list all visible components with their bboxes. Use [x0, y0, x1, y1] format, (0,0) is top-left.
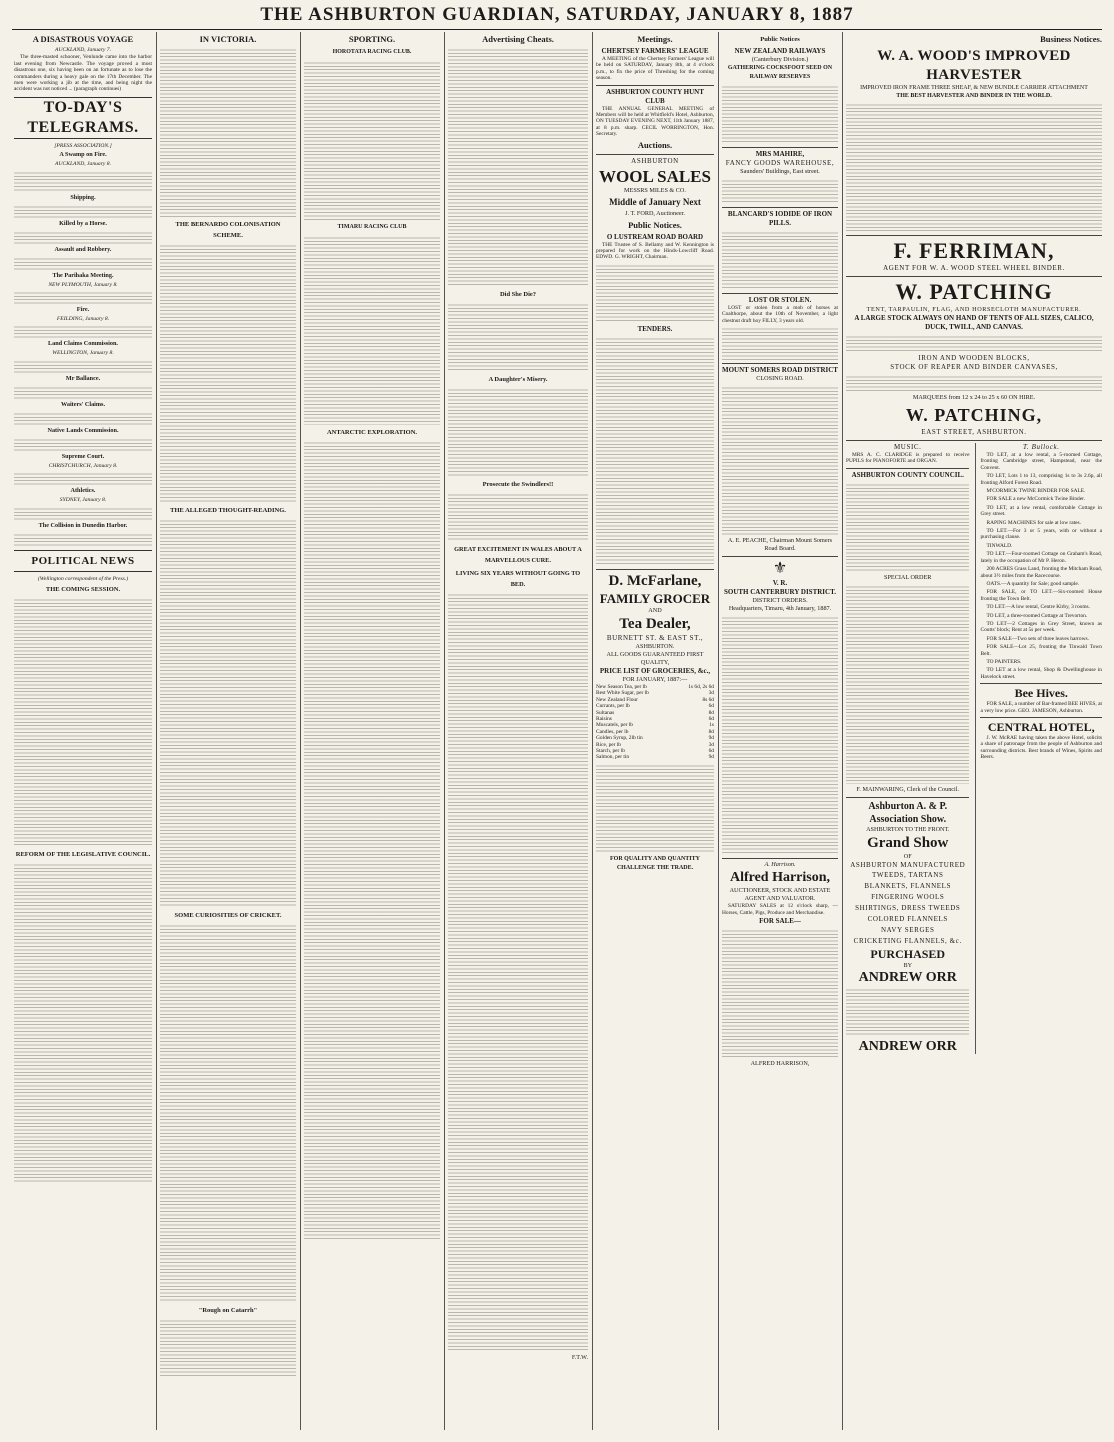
mahire-addr: Saunders' Buildings, East street. — [740, 168, 820, 175]
show-by: BY — [903, 961, 913, 969]
bullock-listing: TO LET, Lots 1 to 13, comprising 1s to 3s 2.6p, all fronting Alford Forest Road. — [980, 473, 1102, 486]
wool-agent: J. T. FORD, Auctioneer. — [625, 209, 685, 217]
bullock-listing: TO LET.—Four-roomed Cottage on Graham's Road, lately in the occupation of Mr P. Heron. — [980, 551, 1102, 564]
col-divider — [842, 32, 843, 1430]
show-good-item: CRICKETING FLANNELS, &c. — [853, 936, 962, 945]
show-good-item: COLORED FLANNELS — [867, 914, 948, 923]
col-divider — [718, 32, 719, 1430]
harrison-line: AUCTIONEER, STOCK AND ESTATE AGENT AND VALUATOR. — [729, 887, 831, 903]
thought-reading-text — [160, 518, 296, 908]
show-text — [846, 987, 969, 1037]
price-item: Starch, per lb — [596, 747, 625, 754]
price-item: Currants, per lb — [596, 703, 630, 710]
mcfarlane-close: FOR QUALITY AND QUANTITY CHALLENGE THE TRADE. — [610, 855, 700, 871]
column-6 — [722, 32, 838, 1430]
price-value: 1s — [709, 722, 714, 729]
telegram-title: The Parihaka Meeting. — [52, 271, 114, 279]
prosecute-text — [448, 492, 588, 542]
price-item: New Zealand Flour — [596, 696, 638, 703]
music-head: MUSIC. — [893, 443, 922, 451]
county-sub: SPECIAL ORDER — [884, 573, 932, 581]
signature: F.T.W. — [571, 1354, 588, 1361]
telegram-title: Fire. — [76, 306, 90, 314]
show-good-item: FINGERING WOOLS — [871, 892, 945, 901]
mcfarlane-town: ASHBURTON. — [635, 642, 675, 650]
telegram-dateline: AUCKLAND, January 8. — [55, 161, 111, 168]
victoria-text — [160, 47, 296, 217]
disaster-head: A DISASTROUS VOYAGE — [32, 34, 134, 44]
bullock-listing: FOR SALE—Two sets of three leaves harrows. — [986, 635, 1089, 642]
political-head: POLITICAL NEWS — [14, 550, 152, 572]
price-value: 3d — [708, 690, 714, 697]
road-board-body: THE Trustee of S. Bellamy and W. Kennington is prepared for work on the Hinds-Lowcliff Road. EDWD. G. WRIGHT, Chairman. — [596, 241, 714, 261]
telegram-title: The Collision in Dunedin Harbor. — [38, 521, 128, 529]
bullock-listing: TO LET.—A low rental, Centre Kirby, 3 rooms. — [986, 604, 1090, 611]
antarctic-text — [304, 440, 440, 1240]
telegram-text — [14, 506, 152, 520]
telegram-text — [14, 204, 152, 218]
telegram-dateline: SYDNEY, January 8. — [59, 497, 107, 504]
county-title: ASHBURTON COUNTY COUNCIL. — [851, 470, 964, 479]
price-value: 6d — [708, 747, 714, 754]
masthead-rule — [12, 29, 1102, 30]
business-notices-head: Business Notices. — [1040, 34, 1102, 44]
cricket-text — [160, 923, 296, 1303]
central-head: CENTRAL HOTEL, — [987, 720, 1095, 734]
mcfarlane-tea: Tea Dealer, — [619, 615, 691, 632]
price-value: 8d — [708, 728, 714, 735]
lost-title: LOST OR STOLEN. — [748, 296, 812, 304]
show-orr-sig: ANDREW ORR — [858, 1038, 957, 1054]
blancard-text — [722, 230, 838, 290]
telegram-text — [14, 532, 152, 546]
patching-canvases: STOCK OF REAPER AND BINDER CANVASES, — [890, 363, 1058, 371]
bernardo-text — [160, 243, 296, 503]
did-she-die-head: Did She Die? — [499, 291, 537, 298]
sporting-head: SPORTING. — [348, 34, 396, 44]
telegram-title: Killed by a Horse. — [59, 219, 107, 227]
daughter-head: A Daughter's Misery. — [488, 376, 548, 383]
masthead: THE ASHBURTON GUARDIAN, SATURDAY, JANUARY 8, 1887 — [260, 4, 854, 25]
col-divider — [156, 32, 157, 1430]
show-grand: Grand Show — [867, 834, 949, 851]
disaster-body: The three-masted schooner, Venlunde came into the harbor last evening from Newcastle. The voyage proved a most disastrous one, six having been on an fortunate as to lose the commanders during a heavy gale on the 17th December. The men were working a jib at the time, and being night the accident was not noticed ... (paragraph continues) — [14, 54, 152, 93]
lower-right-columns — [846, 440, 1102, 1054]
harrison-text — [722, 928, 838, 1058]
reform-text — [14, 862, 152, 1182]
price-item: Salmon, per tin — [596, 754, 630, 761]
show-good-item: BLANKETS, FLANNELS — [864, 881, 952, 890]
political-sub: (Wellington correspondent of the Press.) — [37, 575, 129, 582]
scd-ad — [722, 556, 838, 855]
harrison-sig: ALFRED HARRISON, — [750, 1060, 810, 1068]
hunt-club-ad — [596, 85, 714, 138]
woods-name: W. A. WOOD'S IMPROVED HARVESTER — [877, 48, 1071, 83]
telegram-text — [14, 324, 152, 338]
catarrh-text — [160, 1318, 296, 1378]
bullock-listing: TO LET, at a low rental, a 5-roomed Cottage, fronting Cambridge street, Hampstead, near the Convent. — [980, 452, 1102, 471]
wool-sales-ad — [596, 154, 714, 218]
county-text2 — [846, 584, 969, 784]
patching-trade: TENT, TARPAULIN, FLAG, AND HORSECLOTH MANUFACTURER. — [866, 306, 1082, 313]
harrison-name: Alfred Harrison, — [729, 870, 831, 886]
bullock-listing: 200 ACRES Grass Land, fronting the Mitcham Road, about 3½ miles from the Racecourse. — [980, 566, 1102, 579]
sporting-item: HOROTATA RACING CLUB. — [332, 49, 412, 55]
nzr-text — [722, 84, 838, 144]
horotata-results — [304, 60, 440, 220]
mcfarlane-name: D. McFarlane, — [608, 572, 702, 589]
telegram-title: Athletics. — [70, 487, 96, 495]
victoria-head: IN VICTORIA. — [199, 34, 257, 44]
telegram-text — [14, 411, 152, 425]
mahire-line: FANCY GOODS WAREHOUSE, — [725, 159, 835, 167]
telegram-title: Mr Ballance. — [65, 374, 101, 382]
bees-head: Bee Hives. — [1014, 686, 1068, 701]
bullock-list — [980, 452, 1102, 680]
harrison-ad — [722, 858, 838, 1068]
show-good-item: SHIRTINGS, DRESS TWEEDS — [855, 903, 961, 912]
price-list-continued — [596, 763, 714, 853]
mahire-text — [722, 178, 838, 204]
harrison-sale: SATURDAY SALES at 12 o'clock sharp, —Horses, Cattle, Pigs, Produce and Merchandise. — [722, 903, 838, 916]
blancard-title: BLANCARD'S IODIDE OF IRON PILLS. — [727, 210, 833, 227]
mcfarlane-ad — [596, 569, 714, 873]
patching-marquees: MARQUEES from 12 x 24 to 25 x 60 ON HIRE. — [912, 394, 1036, 401]
auctions-head: Auctions. — [637, 139, 673, 150]
show-of: OF — [903, 852, 912, 860]
column-7 — [846, 32, 1102, 1430]
ms-text — [722, 385, 838, 535]
price-row — [596, 754, 714, 760]
nzr-title: NEW ZEALAND RAILWAYS — [734, 47, 826, 55]
price-value: 3d — [708, 741, 714, 748]
cricket-head: SOME CURIOSITIES OF CRICKET. — [174, 912, 282, 919]
scd-hq: Headquarters, Timaru, 4th January, 1887. — [728, 605, 832, 613]
county-text — [846, 482, 969, 572]
notice-text — [596, 263, 714, 323]
telegram-title: Land Claims Commission. — [48, 340, 118, 348]
chertsey-title: CHERTSEY FARMERS' LEAGUE — [601, 47, 709, 55]
patching-text2 — [846, 374, 1102, 392]
nzr-body: GATHERING COCKSFOOT SEED ON RAILWAY RESERVES — [727, 65, 833, 80]
scd-title: SOUTH CANTERBURY DISTRICT. — [724, 588, 836, 597]
lost-text — [722, 326, 838, 360]
telegram-title: Waiters' Claims. — [61, 400, 105, 408]
ms-title: MOUNT SOMERS ROAD DISTRICT — [722, 366, 838, 375]
bullock-listing: TO LET.—For 3 or 5 years, with or without a purchasing clause. — [980, 528, 1102, 541]
thought-reading-head: THE ALLEGED THOUGHT-READING. — [170, 507, 286, 514]
column-4 — [448, 32, 588, 1430]
woods-sub: IMPROVED IRON FRAME THREE SHEAF, & NEW BUNDLE CARRIER ATTACHMENT — [860, 85, 1088, 91]
ms-sig: A. E. PEACHE, Chairman Mount Somers Road Board. — [727, 537, 833, 553]
advertising-text — [448, 47, 588, 287]
col-divider — [444, 32, 445, 1430]
lost-body: LOST or stolen from a mob of horses at Coalthorpe, about the 10th of November, a light chestnut draft hoy FILLY, 3 years old. — [722, 305, 838, 324]
bees-ad — [980, 683, 1102, 714]
price-value: 1s 6d, 2s 6d — [688, 683, 714, 690]
bullock-listing: M'CORMICK TWINE BINDER FOR SALE. — [986, 488, 1086, 495]
show-front: ASHBURTON TO THE FRONT. — [866, 825, 950, 833]
disaster-dateline: AUCKLAND, January 7. — [55, 47, 111, 53]
price-title: PRICE LIST OF GROCERIES, &c., — [599, 666, 711, 675]
ferriman-ad — [846, 235, 1102, 273]
bullock-listing: TINWALD. — [986, 542, 1013, 549]
crest-letters: V. R. — [772, 579, 788, 588]
county-sig: F. MAINWARING, Clerk of the Council. — [856, 785, 960, 793]
bullock-listing: FOR SALE a new McCormick Twine Binder. — [986, 496, 1085, 503]
show-good-item: TWEEDS, TARTANS — [871, 870, 944, 879]
bullock-listing: TO LET, a three-roomed Cottage at Trevorton. — [986, 612, 1088, 619]
price-value: 8d — [708, 709, 714, 716]
subcol-right — [975, 443, 1102, 1054]
telegram-dateline: WELLINGTON, January 8. — [52, 350, 114, 357]
mcfarlane-and: AND — [648, 606, 662, 614]
hunt-body: THE ANNUAL GENERAL MEETING of Members will be held at Whitfield's Hotel, Ashburton, ON TUESDAY EVENING NEXT, 11th January 1887, at 8 p.m. sharp. CECIL WORRINGTON, Hon. Secretary. — [596, 105, 714, 138]
show-purchased: PURCHASED — [870, 946, 946, 961]
col-divider — [592, 32, 593, 1430]
road-board-title: O LUSTREAM ROAD BOARD — [606, 232, 704, 241]
daughter-text — [448, 387, 588, 477]
telegram-text — [14, 230, 152, 244]
crest-icon: ⚜ — [772, 560, 788, 578]
chertsey-body: A MEETING of the Chertsey Farmers' League will be held on SATURDAY, January 8th, at 4 o'clock p.m., to fix the price of Threshing for the coming season. — [596, 56, 714, 82]
col-divider — [300, 32, 301, 1430]
bernardo-head: THE BERNARDO COLONISATION SCHEME. — [175, 221, 281, 239]
price-item: New Season Tea, per lb — [596, 683, 647, 690]
music-body: MRS A. C. CLARIDGE is prepared to receive PUPILS for PIANOFORTE and ORGAN. — [846, 452, 970, 465]
telegram-text — [14, 359, 152, 373]
meetings-head: Meetings. — [637, 34, 673, 44]
price-item: Raisins — [596, 715, 612, 722]
patching-name: W. PATCHING — [895, 279, 1053, 304]
catarrh-head: "Rough on Catarrh" — [198, 1307, 258, 1314]
price-item: Muscatels, per lb — [596, 722, 633, 729]
wool-date: Middle of January Next — [609, 196, 701, 207]
wool-town: ASHBURTON — [631, 156, 679, 165]
harrison-forsale: FOR SALE— — [759, 917, 801, 926]
bullock-listing: OATS.—A quantity for Sale; good sample. — [986, 580, 1080, 587]
column-1 — [14, 32, 152, 1430]
mcfarlane-tag: ALL GOODS GUARANTEED FIRST QUALITY, — [606, 650, 704, 666]
telegrams-assoc: [PRESS ASSOCIATION.] — [54, 142, 112, 149]
telegram-text — [14, 385, 152, 399]
political-text — [14, 597, 152, 847]
bullock-listing: TO LET, at a low rental, comfortable Cottage in Grey street. — [980, 504, 1102, 518]
price-item: Golden Syrup, 2lb tin — [596, 735, 643, 742]
show-mfg: ASHBURTON MANUFACTURED — [850, 860, 966, 869]
mcfarlane-grocer: FAMILY GROCER — [599, 590, 711, 606]
bullock-listing: TO PAINTERS. — [986, 658, 1022, 665]
nzr-sub: (Canterbury Division.) — [751, 56, 809, 63]
mahire-ad — [722, 147, 838, 204]
blancard-ad — [722, 207, 838, 290]
column-3 — [304, 32, 440, 1430]
price-item: Candles, per lb — [596, 728, 629, 735]
mcfarlane-addr: BURNETT ST. & EAST ST., — [606, 633, 704, 642]
show-ad — [846, 797, 969, 1054]
telegram-dateline: FEILDING, January 8. — [56, 316, 110, 323]
political-topic1: THE COMING SESSION. — [45, 586, 121, 594]
public-notices-head: Public Notices. — [628, 219, 682, 230]
bullock-listing: TO LET at a low rental, Shop & Dwellinghouse in Havelock street. — [980, 667, 1102, 680]
show-goods — [846, 870, 969, 947]
woods-text — [846, 102, 1102, 232]
telegram-title: Supreme Court. — [61, 452, 105, 460]
six-years-head: LIVING SIX YEARS WITHOUT GOING TO BED. — [455, 570, 581, 588]
bullock-listing: RAPING MACHINES for sale at low rates. — [986, 519, 1081, 526]
hunt-title: ASHBURTON COUNTY HUNT CLUB — [606, 87, 704, 105]
patching-addr: EAST STREET, ASHBURTON. — [921, 428, 1027, 436]
show-title: Ashburton A. & P. Association Show. — [868, 800, 948, 825]
telegram-title: Assault and Robbery. — [54, 245, 112, 253]
telegram-title: Shipping. — [70, 193, 96, 201]
bullock-listing: TO LET—2 Cottages in Grey Street, known as Coutts' block; Rent at 5s per week. — [980, 620, 1102, 634]
public-notices-head: Public Notices — [760, 36, 800, 43]
mount-somers-ad — [722, 363, 838, 553]
subcol-left — [846, 443, 969, 1054]
tenders-text — [596, 336, 714, 566]
telegrams-head: TO-DAY'S TELEGRAMS. — [14, 97, 152, 139]
telegram-dateline: CHRISTCHURCH, January 8. — [48, 462, 118, 469]
price-value: 9d — [708, 754, 714, 761]
central-ad — [980, 717, 1102, 761]
central-body: J. W. McRAE having taken the above Hotel, solicits a share of patronage from the people of Ashburton and surrounding districts. Best brands of Wines, Spirits and Beers. — [980, 735, 1102, 761]
political-topic2: REFORM OF THE LEGISLATIVE COUNCIL. — [15, 851, 151, 859]
patching-sig: W. PATCHING, — [905, 405, 1043, 425]
antarctic-head: ANTARCTIC EXPLORATION. — [326, 429, 418, 436]
tenders-title: TENDERS. — [637, 324, 673, 333]
bullock-head: T. Bullock. — [1022, 443, 1060, 451]
price-value: 6d — [708, 703, 714, 710]
telegram-text — [14, 471, 152, 485]
patching-text — [846, 334, 1102, 352]
did-she-die-text — [448, 302, 588, 372]
ms-sub: CLOSING ROAD. — [756, 375, 804, 383]
price-sub: FOR JANUARY, 1887:— — [622, 675, 688, 683]
telegram-text — [14, 437, 152, 451]
harrison-head: A. Harrison. — [764, 861, 796, 869]
mahire-name: MRS MAHIRE, — [755, 150, 805, 158]
price-value: 8s 6d — [702, 696, 714, 703]
price-item: Rice, per lb — [596, 741, 621, 748]
scd-sub: DISTRICT ORDERS. — [752, 597, 808, 605]
wales-text — [448, 592, 588, 1352]
telegram-text — [14, 256, 152, 270]
advertising-head: Advertising Cheats. — [482, 34, 554, 44]
telegrams-list — [14, 151, 152, 545]
woods-sub2: THE BEST HARVESTER AND BINDER IN THE WORLD. — [896, 92, 1052, 99]
telegram-dateline: NEW PLYMOUTH, January 8. — [48, 281, 118, 288]
price-item: Sultanas — [596, 709, 615, 716]
sporting-item: TIMARU RACING CLUB — [337, 224, 407, 230]
ferriman-agent: AGENT FOR W. A. WOOD STEEL WHEEL BINDER. — [883, 264, 1065, 272]
price-value: 9d — [708, 735, 714, 742]
patching-stock: A LARGE STOCK ALWAYS ON HAND OF TENTS OF ALL SIZES, CALICO, DUCK, TWILL, AND CANVAS. — [854, 314, 1094, 331]
bullock-listing: FOR SALE—Lot 25, fronting the Tinwald Town Belt. — [980, 644, 1102, 657]
show-orr: ANDREW ORR — [858, 969, 957, 985]
scd-text — [722, 615, 838, 855]
column-5 — [596, 32, 714, 1430]
ferriman-name: F. FERRIMAN, — [893, 238, 1055, 263]
show-good-item: NAVY SERGES — [881, 925, 935, 934]
county-ad — [846, 468, 969, 794]
patching-blocks: IRON AND WOODEN BLOCKS, — [918, 354, 1030, 362]
telegram-title: A Swamp on Fire. — [59, 151, 107, 159]
telegram-text — [14, 290, 152, 304]
telegram-title: Native Lands Commission. — [47, 426, 119, 434]
prosecute-head: Prosecute the Swindlers!! — [482, 481, 554, 488]
wool-firm: MESSRS MILES & CO. — [624, 186, 686, 194]
timaru-results — [304, 235, 440, 425]
bullock-listing: FOR SALE, or TO LET.—Six-roomed House fronting the Town Belt. — [980, 589, 1102, 602]
lost-ad — [722, 293, 838, 360]
wool-big: WOOL SALES — [599, 166, 711, 186]
bees-body: FOR SALE, a number of Bar-framed BEE HIVES, at a very low price. GEO. JAMESON, Ashburton. — [980, 701, 1102, 714]
telegram-text — [14, 170, 152, 192]
patching-ad — [846, 276, 1102, 437]
price-value: 6d — [708, 715, 714, 722]
price-item: Best White Sugar, per lb — [596, 690, 649, 697]
column-2 — [160, 32, 296, 1430]
price-list — [596, 684, 714, 761]
wales-head: GREAT EXCITEMENT IN WALES ABOUT A MARVELLOUS CURE. — [454, 546, 582, 564]
